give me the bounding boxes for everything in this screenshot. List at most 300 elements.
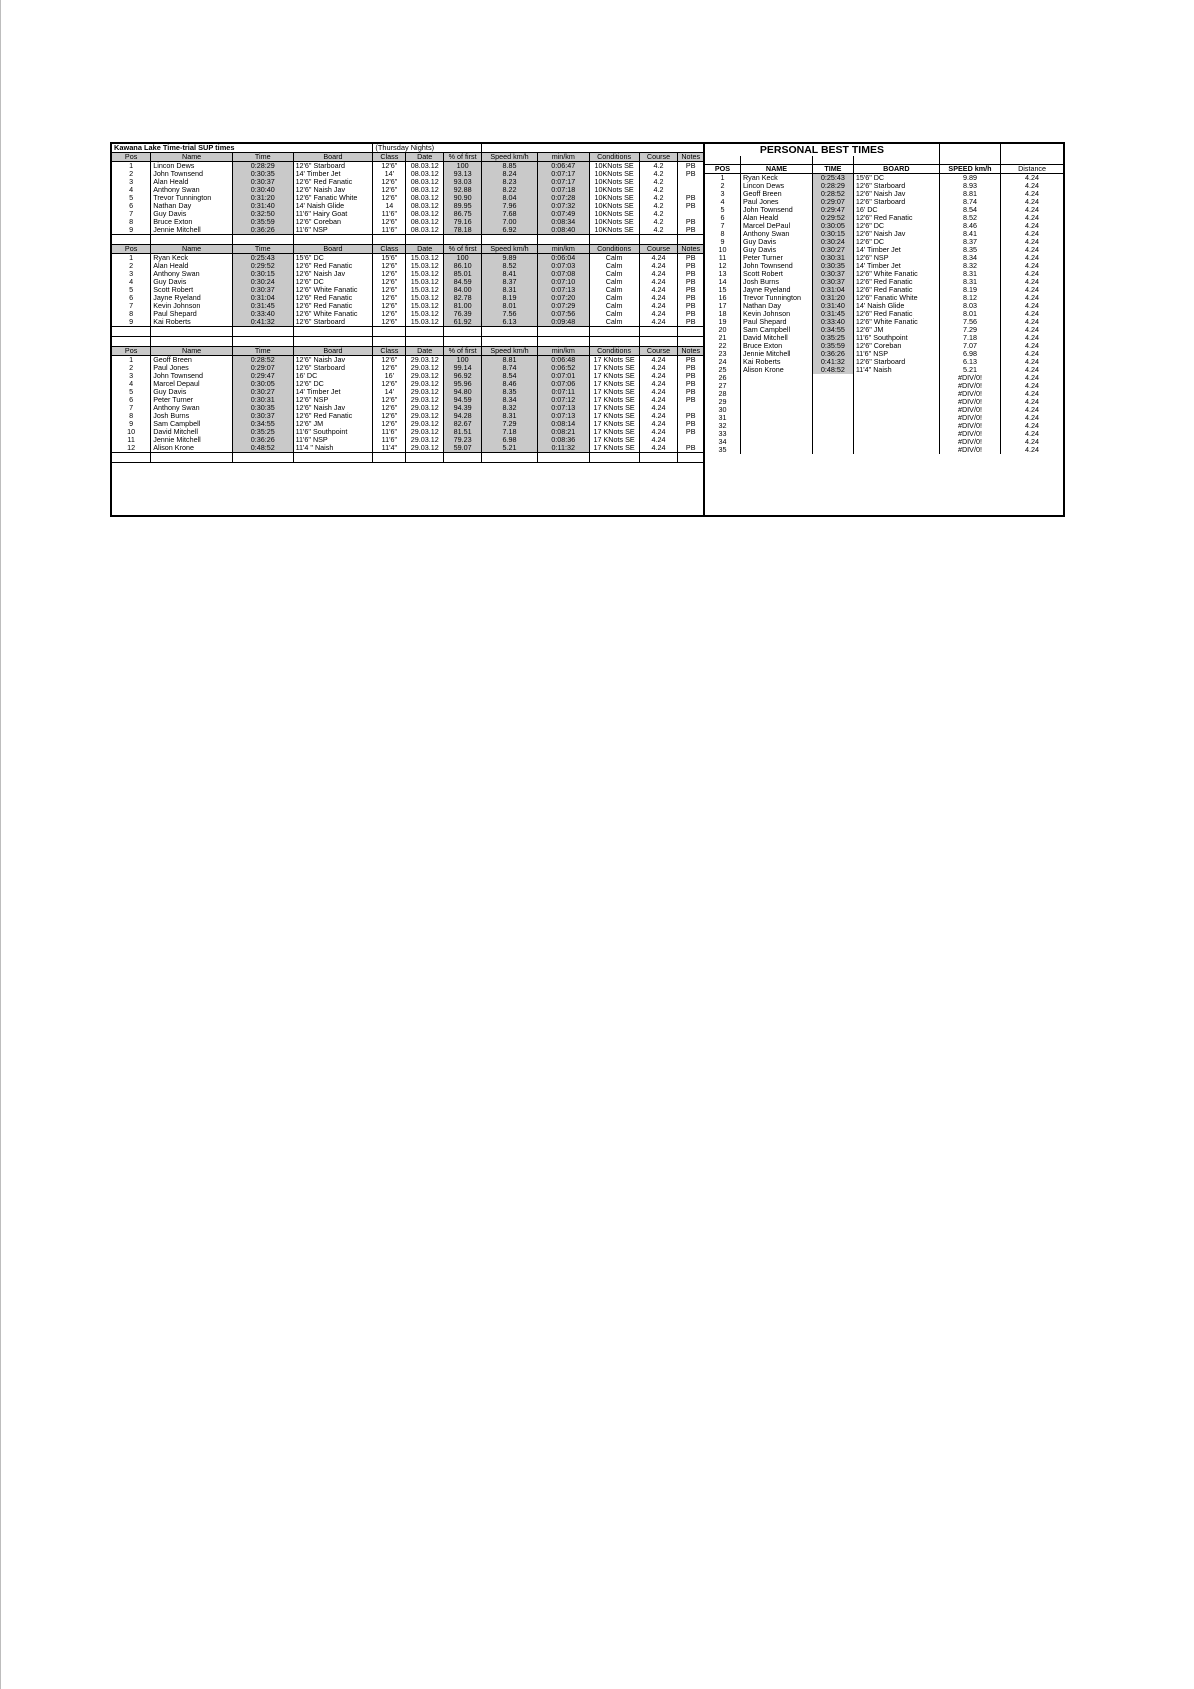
column-header: Speed km/h — [482, 153, 538, 162]
pb-cell: 0:28:52 — [812, 190, 853, 198]
pb-cell: 11 — [718, 253, 727, 262]
result-row — [112, 380, 703, 388]
pb-row — [705, 198, 1063, 206]
section-header-row — [112, 347, 703, 356]
result-cell: 0:30:35 — [232, 404, 293, 412]
pb-row — [705, 398, 1063, 406]
column-header: min/km — [537, 245, 589, 254]
pb-cell — [812, 414, 853, 422]
result-cell: 08.03.12 — [406, 226, 444, 235]
pb-cell — [812, 430, 853, 438]
pb-cell: 26 — [718, 373, 727, 382]
pb-cell: 8.12 — [939, 294, 1000, 302]
result-cell: 29.03.12 — [406, 444, 444, 453]
result-cell: 29.03.12 — [406, 356, 444, 365]
result-cell: 4.2 — [639, 194, 678, 202]
pb-row — [705, 278, 1063, 286]
pb-cell: Lincon Dews — [740, 182, 812, 190]
result-cell: 90.90 — [444, 194, 482, 202]
result-cell: Kevin Johnson — [151, 302, 233, 310]
pb-cell: 4.24 — [1001, 334, 1063, 342]
result-cell: Jayne Ryeland — [151, 294, 233, 302]
result-cell: 17 KNots SE — [589, 428, 639, 436]
pb-cell: 4.24 — [1001, 438, 1063, 446]
result-cell: 0:08:21 — [537, 428, 589, 436]
result-cell: Alan Heald — [151, 178, 233, 186]
pb-cell: 0:31:20 — [812, 294, 853, 302]
result-cell: 2 — [129, 364, 134, 372]
result-cell: 12'6" — [373, 356, 406, 365]
result-cell: 93.03 — [444, 178, 482, 186]
column-header: Board — [293, 347, 373, 356]
pb-cell: 2 — [720, 181, 725, 190]
personal-best-panel — [705, 144, 1063, 515]
pb-cell: 0:28:29 — [812, 182, 853, 190]
pb-cell: 4.24 — [1001, 173, 1063, 182]
result-cell: 29.03.12 — [406, 420, 444, 428]
pb-cell: John Townsend — [740, 206, 812, 214]
personal-best-title: PERSONAL BEST TIMES — [759, 144, 884, 156]
column-header: Date — [406, 347, 444, 356]
result-cell: 7 — [129, 302, 134, 310]
column-header: % of first — [444, 153, 482, 162]
result-cell: 0:07:20 — [537, 294, 589, 302]
column-header: Pos — [112, 153, 151, 162]
result-cell: 100 — [444, 254, 482, 263]
pb-cell: John Townsend — [740, 262, 812, 270]
title-filler — [482, 144, 703, 153]
result-cell: 15.03.12 — [406, 286, 444, 294]
result-cell: 94.39 — [444, 404, 482, 412]
result-cell: 0:07:13 — [537, 404, 589, 412]
pb-cell: 4.24 — [1001, 430, 1063, 438]
pb-row — [705, 326, 1063, 334]
result-cell: 12'6" — [373, 412, 406, 420]
pb-cell: #DIV/0! — [939, 438, 1000, 446]
pb-column-header: BOARD — [853, 164, 939, 173]
result-cell: Jennie Mitchell — [151, 226, 233, 235]
result-cell: PB — [678, 372, 703, 380]
result-cell: 1 — [129, 355, 134, 364]
result-row — [112, 396, 703, 404]
result-cell: 12'6" — [373, 218, 406, 226]
result-cell: 4.2 — [639, 170, 678, 178]
result-row — [112, 294, 703, 302]
pb-cell: Marcel DePaul — [740, 222, 812, 230]
result-cell: PB — [678, 396, 703, 404]
pb-cell: Scott Robert — [740, 270, 812, 278]
pb-cell: 4.24 — [1001, 382, 1063, 390]
blank-row — [112, 337, 703, 347]
pb-cell: 0:35:25 — [812, 334, 853, 342]
pb-cell — [853, 374, 939, 382]
result-cell: 4.24 — [639, 318, 678, 327]
pb-cell: 4.24 — [1001, 198, 1063, 206]
result-cell: 7 — [129, 210, 134, 218]
column-header: Name — [151, 245, 233, 254]
result-cell: 12'6" — [373, 194, 406, 202]
pb-cell: 7.56 — [939, 318, 1000, 326]
result-cell: 59.07 — [444, 444, 482, 453]
result-cell: 11'4 " Naish — [293, 444, 373, 453]
result-cell: Marcel Depaul — [151, 380, 233, 388]
result-cell: 29.03.12 — [406, 388, 444, 396]
result-cell: 4.24 — [639, 444, 678, 453]
result-cell: 0:07:08 — [537, 270, 589, 278]
sheet-title: Kawana Lake Time-trial SUP times — [114, 144, 235, 152]
result-row — [112, 420, 703, 428]
result-row — [112, 364, 703, 372]
result-cell: John Townsend — [151, 372, 233, 380]
column-header: Name — [151, 153, 233, 162]
result-cell: Calm — [589, 286, 639, 294]
pb-cell: 4.24 — [1001, 214, 1063, 222]
result-cell: 29.03.12 — [406, 364, 444, 372]
result-cell: 0:41:32 — [232, 318, 293, 327]
result-row — [112, 178, 703, 186]
pb-cell: 12'6" Naish Jav — [853, 190, 939, 198]
pb-cell: 8.46 — [939, 222, 1000, 230]
pb-cell: 4.24 — [1001, 366, 1063, 374]
pb-row — [705, 246, 1063, 254]
result-cell: 0:29:52 — [232, 262, 293, 270]
result-cell: 8.81 — [482, 356, 538, 365]
result-cell: 0:30:15 — [232, 270, 293, 278]
result-cell: 11'6" — [373, 226, 406, 235]
result-cell: PB — [678, 254, 703, 263]
pb-cell — [812, 398, 853, 406]
column-header: Date — [406, 153, 444, 162]
result-cell: 1 — [129, 253, 134, 262]
pb-cell: 14' Timber Jet — [853, 246, 939, 254]
result-cell: 4.24 — [639, 412, 678, 420]
pb-cell: 8.35 — [939, 246, 1000, 254]
pb-cell: Jennie Mitchell — [740, 350, 812, 358]
pb-cell — [853, 398, 939, 406]
result-row — [112, 186, 703, 194]
pb-cell: Sam Campbell — [740, 326, 812, 334]
pb-cell: Guy Davis — [740, 246, 812, 254]
result-cell: PB — [678, 162, 703, 171]
pb-cell: Ryan Keck — [740, 173, 812, 182]
pb-row — [705, 406, 1063, 414]
result-row — [112, 202, 703, 210]
result-cell: PB — [678, 364, 703, 372]
pb-cell: 6.98 — [939, 350, 1000, 358]
result-cell: 0:29:47 — [232, 372, 293, 380]
result-cell: 8.34 — [482, 396, 538, 404]
result-cell: 0:08:14 — [537, 420, 589, 428]
pb-cell: 0:30:37 — [812, 270, 853, 278]
result-cell: 8.24 — [482, 170, 538, 178]
pb-cell: 22 — [718, 341, 727, 350]
result-cell: 100 — [444, 162, 482, 171]
pb-cell: 17 — [718, 301, 727, 310]
result-cell: 15'6" — [373, 254, 406, 263]
result-cell: 0:30:37 — [232, 412, 293, 420]
pb-cell: 31 — [718, 413, 727, 422]
pb-cell: 20 — [718, 325, 727, 334]
pb-cell: 12'6" Starboard — [853, 198, 939, 206]
result-cell: 08.03.12 — [406, 162, 444, 171]
pb-cell: 12'6" White Fanatic — [853, 318, 939, 326]
pb-cell — [853, 406, 939, 414]
column-header: Class — [373, 153, 406, 162]
pb-cell: 0:29:52 — [812, 214, 853, 222]
result-cell: Calm — [589, 310, 639, 318]
result-cell: 29.03.12 — [406, 428, 444, 436]
result-cell: 11'6" — [373, 428, 406, 436]
result-cell: 12 — [127, 444, 136, 452]
result-row — [112, 226, 703, 235]
pb-cell — [812, 374, 853, 382]
pb-cell: 16 — [718, 293, 727, 302]
result-cell: 29.03.12 — [406, 412, 444, 420]
result-cell: PB — [678, 428, 703, 436]
result-cell: PB — [678, 310, 703, 318]
pb-cell: 4.24 — [1001, 302, 1063, 310]
pb-cell: Jayne Ryeland — [740, 286, 812, 294]
column-header: Pos — [112, 245, 151, 254]
result-cell: 12'6" Naish Jav — [293, 186, 373, 194]
pb-cell: 0:30:35 — [812, 262, 853, 270]
pbt-title-filler — [1001, 144, 1063, 156]
pb-cell: 9.89 — [939, 173, 1000, 182]
result-cell: Guy Davis — [151, 210, 233, 218]
result-cell: 10 — [127, 428, 136, 436]
result-cell: 0:28:52 — [232, 356, 293, 365]
result-cell: 0:07:17 — [537, 170, 589, 178]
result-cell: 6.92 — [482, 226, 538, 235]
result-cell: 14' Timber Jet — [293, 170, 373, 178]
result-cell: 1 — [129, 161, 134, 170]
result-cell: 0:33:40 — [232, 310, 293, 318]
result-row — [112, 262, 703, 270]
result-cell: 81.51 — [444, 428, 482, 436]
result-cell: 12'6" — [373, 404, 406, 412]
result-cell: 12'6" Starboard — [293, 364, 373, 372]
result-cell: 0:06:48 — [537, 356, 589, 365]
result-cell: 29.03.12 — [406, 380, 444, 388]
result-cell: 10KNots SE — [589, 194, 639, 202]
pb-row — [705, 318, 1063, 326]
pb-cell: 0:36:26 — [812, 350, 853, 358]
column-header: Course — [639, 347, 678, 356]
pb-cell: 7.29 — [939, 326, 1000, 334]
result-cell: 8.74 — [482, 364, 538, 372]
pb-cell: 12'6" DC — [853, 238, 939, 246]
pb-cell — [853, 430, 939, 438]
result-cell: 14' — [373, 388, 406, 396]
result-cell: 11'6" — [373, 436, 406, 444]
column-header: Conditions — [589, 245, 639, 254]
result-cell: 0:31:40 — [232, 202, 293, 210]
pb-cell: 0:30:27 — [812, 246, 853, 254]
result-cell: 12'6" Coreban — [293, 218, 373, 226]
pb-cell — [853, 390, 939, 398]
result-cell: 4.24 — [639, 436, 678, 444]
pb-cell: 16' DC — [853, 206, 939, 214]
pb-cell: 8.93 — [939, 182, 1000, 190]
result-cell: 5 — [129, 286, 134, 294]
result-cell: 15.03.12 — [406, 278, 444, 286]
pb-cell: 0:30:15 — [812, 230, 853, 238]
result-cell: 0:30:24 — [232, 278, 293, 286]
pb-cell: David Mitchell — [740, 334, 812, 342]
pb-cell: 12'6" DC — [853, 222, 939, 230]
result-cell: 86.10 — [444, 262, 482, 270]
pb-cell: Anthony Swan — [740, 230, 812, 238]
result-row — [112, 286, 703, 294]
result-cell: 17 KNots SE — [589, 388, 639, 396]
result-cell: 8.52 — [482, 262, 538, 270]
result-cell: 12'6" — [373, 186, 406, 194]
result-cell: 08.03.12 — [406, 194, 444, 202]
result-cell: 0:07:03 — [537, 262, 589, 270]
result-cell: 12'6" — [373, 420, 406, 428]
result-cell: 12'6" DC — [293, 278, 373, 286]
result-cell — [678, 178, 703, 186]
pb-cell: Alan Heald — [740, 214, 812, 222]
result-cell: 14' Naish Glide — [293, 202, 373, 210]
result-cell: 4.24 — [639, 262, 678, 270]
result-cell: 4.24 — [639, 404, 678, 412]
result-cell: 4.24 — [639, 420, 678, 428]
pb-cell: 34 — [718, 437, 727, 446]
result-cell: 5 — [129, 194, 134, 202]
pb-cell: 14' Timber Jet — [853, 262, 939, 270]
result-cell: 0:29:07 — [232, 364, 293, 372]
result-cell: 11'6" Southpoint — [293, 428, 373, 436]
pb-cell: 4.24 — [1001, 398, 1063, 406]
pb-cell — [812, 446, 853, 454]
pb-row — [705, 422, 1063, 430]
pb-cell: 10 — [718, 245, 727, 254]
result-cell: 8.22 — [482, 186, 538, 194]
result-cell: 12'6" Naish Jav — [293, 404, 373, 412]
pb-row — [705, 390, 1063, 398]
result-cell: Calm — [589, 318, 639, 327]
result-cell: 85.01 — [444, 270, 482, 278]
result-cell: 11'6" NSP — [293, 226, 373, 235]
result-cell: 12'6" Red Fanatic — [293, 262, 373, 270]
result-cell: 4 — [129, 186, 134, 194]
result-cell — [678, 186, 703, 194]
column-header: Time — [232, 153, 293, 162]
result-cell: Calm — [589, 294, 639, 302]
result-cell: 12'6" — [373, 396, 406, 404]
result-cell: Peter Turner — [151, 396, 233, 404]
pb-row — [705, 302, 1063, 310]
result-row — [112, 218, 703, 226]
pb-cell: 4.24 — [1001, 310, 1063, 318]
result-cell: Bruce Exton — [151, 218, 233, 226]
result-cell: 2 — [129, 262, 134, 270]
pb-cell: 18 — [718, 309, 727, 318]
result-cell: 94.28 — [444, 412, 482, 420]
result-cell: 61.92 — [444, 318, 482, 327]
pb-cell: #DIV/0! — [939, 446, 1000, 454]
result-cell: 6.98 — [482, 436, 538, 444]
result-cell: 4.2 — [639, 226, 678, 235]
result-cell: 4.24 — [639, 254, 678, 263]
pb-cell: #DIV/0! — [939, 390, 1000, 398]
pb-cell: 23 — [718, 349, 727, 358]
pb-cell: 12'6" White Fanatic — [853, 270, 939, 278]
pb-cell: 6 — [720, 213, 725, 222]
result-cell — [678, 404, 703, 412]
result-cell: 12'6" — [373, 294, 406, 302]
pb-cell: 4.24 — [1001, 390, 1063, 398]
result-cell: 3 — [129, 270, 134, 278]
result-cell: 94.80 — [444, 388, 482, 396]
pb-cell: Kai Roberts — [740, 358, 812, 366]
result-cell: 12'6" — [373, 318, 406, 327]
result-cell: 0:48:52 — [232, 444, 293, 453]
pb-row — [705, 334, 1063, 342]
result-cell: 0:36:26 — [232, 436, 293, 444]
pb-cell: 0:30:24 — [812, 238, 853, 246]
result-row — [112, 310, 703, 318]
result-cell: PB — [678, 270, 703, 278]
result-cell: 0:08:34 — [537, 218, 589, 226]
pb-cell: 21 — [718, 333, 727, 342]
column-header: % of first — [444, 245, 482, 254]
pb-cell: 29 — [718, 397, 727, 406]
pb-cell: 19 — [718, 317, 727, 326]
pb-cell: Guy Davis — [740, 238, 812, 246]
pb-cell: 30 — [718, 405, 727, 414]
blank-row — [112, 327, 703, 337]
pb-cell: #DIV/0! — [939, 422, 1000, 430]
time-trial-body — [112, 144, 703, 463]
result-cell: PB — [678, 170, 703, 178]
result-cell: 0:07:28 — [537, 194, 589, 202]
pb-cell: 4.24 — [1001, 246, 1063, 254]
column-header: % of first — [444, 347, 482, 356]
pb-cell: 1 — [720, 173, 725, 182]
result-cell: 0:30:40 — [232, 186, 293, 194]
pb-cell: 4.24 — [1001, 254, 1063, 262]
result-cell: 4.24 — [639, 302, 678, 310]
pb-cell: 35 — [718, 445, 727, 454]
column-header: Class — [373, 347, 406, 356]
result-cell: 14' Timber Jet — [293, 388, 373, 396]
pb-cell: 7.07 — [939, 342, 1000, 350]
result-cell: PB — [678, 380, 703, 388]
result-cell: PB — [678, 420, 703, 428]
pb-cell: 14 — [718, 277, 727, 286]
pb-cell: 13 — [718, 269, 727, 278]
pb-cell: 12'6" Red Fanatic — [853, 310, 939, 318]
result-cell: 8.85 — [482, 162, 538, 171]
result-cell: 17 KNots SE — [589, 372, 639, 380]
result-cell: PB — [678, 302, 703, 310]
result-cell: 4.24 — [639, 364, 678, 372]
result-cell: 8.35 — [482, 388, 538, 396]
pb-cell: 8.34 — [939, 254, 1000, 262]
result-cell: 10KNots SE — [589, 170, 639, 178]
result-cell: 12'6" Red Fanatic — [293, 412, 373, 420]
result-row — [112, 404, 703, 412]
result-cell: 12'6" — [373, 364, 406, 372]
pb-cell: 12'6" Starboard — [853, 358, 939, 366]
result-cell: 89.95 — [444, 202, 482, 210]
result-cell: PB — [678, 286, 703, 294]
pb-cell: 0:33:40 — [812, 318, 853, 326]
result-cell: 0:31:04 — [232, 294, 293, 302]
pb-cell: 12'6" NSP — [853, 254, 939, 262]
